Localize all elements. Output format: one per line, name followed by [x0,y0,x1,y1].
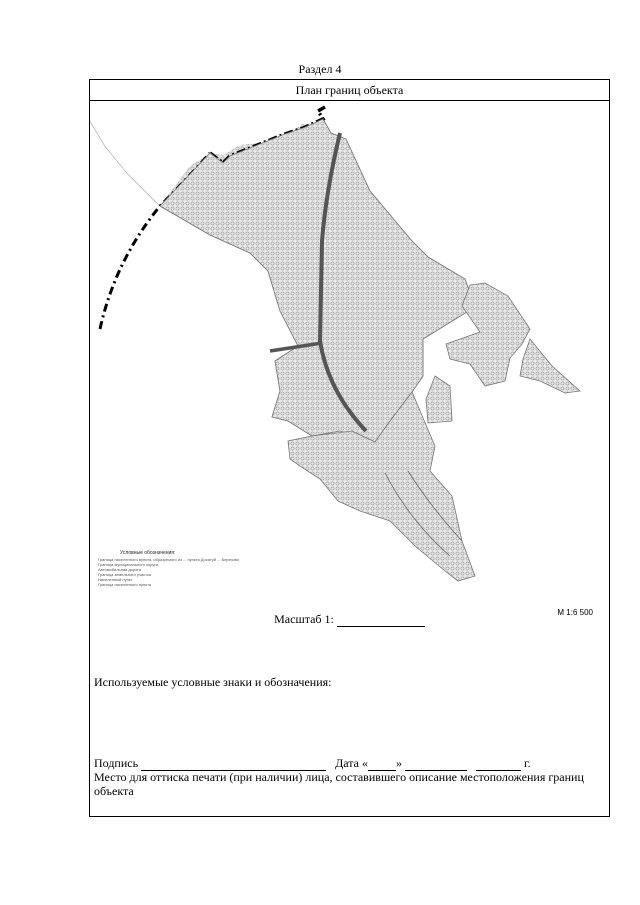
plan-frame [89,79,610,817]
plan-header: План границ объекта [90,80,609,101]
signs-label: Используемые условные знаки и обозначения: [94,675,332,689]
date-close: » [396,756,402,770]
legend-item: Граница населенного пункта, образуемого из ... пункта Досатуй ... Березово [98,557,240,562]
seal-text: Место для оттиска печати (при наличии) лица, составившего описание местоположения границ объекта [94,770,584,798]
section-title: Раздел 4 [298,62,342,76]
legend-item: Населенный пункт [98,577,133,582]
date-label: Дата « [335,756,368,770]
map-legend [98,551,239,587]
scale-blank [337,614,425,627]
boundary-map-drawing [90,101,609,606]
legend-item: Граница муниципального округа [98,562,158,567]
signature-row [94,756,531,771]
signature-label: Подпись [94,756,139,770]
legend-item: Граница земельного участка [98,572,152,577]
scale-label: Масштаб 1: [274,612,334,626]
boundary-map [90,101,609,617]
scale-line [90,612,609,627]
map-scale-label: М 1:6 500 [557,608,593,617]
legend-item: Автомобильная дорога [98,567,141,572]
legend-title: Условные обозначения: [120,550,176,556]
legend-item: Граница населенного пункта [98,582,152,587]
year-suffix: г. [524,756,531,770]
